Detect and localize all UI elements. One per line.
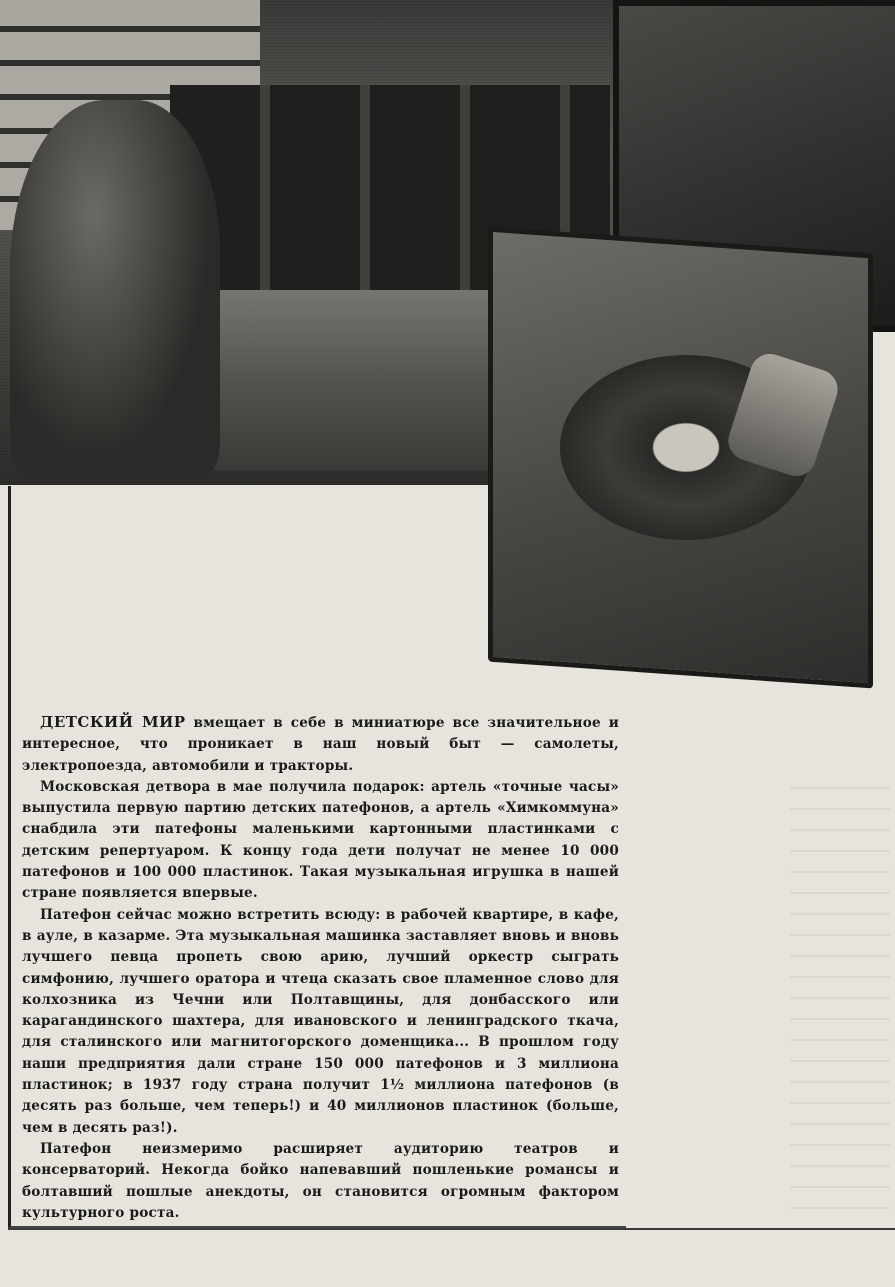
bleed-through-text bbox=[790, 770, 890, 1230]
gramophone-photo bbox=[488, 0, 895, 668]
article-body bbox=[22, 712, 619, 1224]
worker-image bbox=[10, 100, 220, 480]
article-paragraph-2: Московская детвора в мае получила подарок: артель «точные часы» выпустила первую партию детских патефонов, а артель «Химкоммуна» снабдила эти патефоны маленькими картонными пластинками с детским репертуаром. К концу года дети получат не менее 10 000 патефонов и 100 000 пластинок. Такая музыкальная игрушка в нашей стране появляется впервые. bbox=[22, 778, 619, 902]
article-paragraph-1-text: вмещает в себе в миниатюре все значительное и интересное, что проникает в наш новый быт — самолеты, электропоезда, автомобили и тракторы. bbox=[22, 715, 619, 774]
article-paragraph-3: Патефон сейчас можно встретить всюду: в рабочей квартире, в кафе, в ауле, в казарме. Эта музыкальная машинка заставляет вновь и вновь лучшего певца пропеть свою арию, лучший оркестр сыграть симфонию, лучшего оратора и чтеца сказать свое пламенное слово для колхозника из Чечни или Полтавщины, для донбасского или карагандинского шахтера, для ивановского и ленинградского ткача, для сталинского или магнитогорского доменщика... В прошлом году наши предприятия дали стране 150 000 патефонов и 3 миллиона пластинок; в 1937 году страна получит 1½ миллиона патефонов (в десять раз больше, чем теперь!) и 40 миллионов пластинок (больше, чем в десять раз!). bbox=[22, 906, 619, 1136]
bottom-rule bbox=[8, 1228, 895, 1230]
article-paragraph-4: Патефон неизмеримо расширяет аудиторию театров и консерваторий. Некогда бойко напевавший пошленькие романсы и болтавший пошлые анекдоты, он становится огромным фактором культурного роста. bbox=[22, 1140, 619, 1221]
article-paragraph-1 bbox=[22, 712, 619, 777]
article-lead-caps: ДЕТСКИЙ МИР bbox=[40, 713, 186, 731]
